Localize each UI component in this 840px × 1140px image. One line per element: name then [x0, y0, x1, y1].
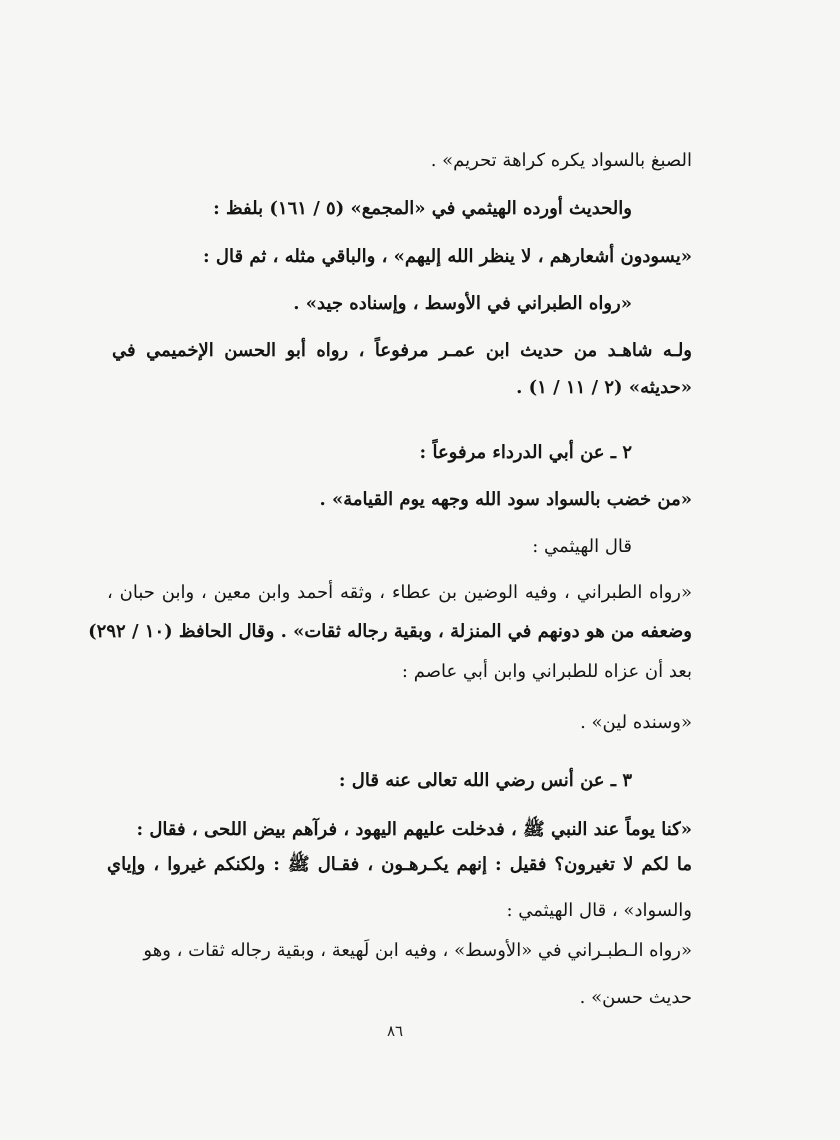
text-line-12: بعد أن عزاه للطبراني وابن أبي عاصم : — [401, 661, 692, 682]
text-line-17: والسواد» ، قال الهيثمي : — [506, 900, 692, 921]
text-line-2: والحديث أورده الهيثمي في «المجمع» (٥ / ١٦١) بلفظ : — [213, 198, 632, 219]
page-number: ٨٦ — [386, 1022, 404, 1040]
text-line-6: «حديثه» (٢ / ١١ / ١) . — [516, 377, 692, 398]
section-heading-3: ٣ ـ عن أنس رضي الله تعالى عنه قال : — [338, 770, 632, 791]
text-line-8: «من خضب بالسواد سود الله وجهه يوم القيامة» . — [319, 489, 692, 510]
text-line-10: «رواه الطبراني ، وفيه الوضين بن عطاء ، وثقه أحمد وابن معين ، وابن حبان ، — [107, 582, 692, 603]
text-line-1: الصبغ بالسواد يكره كراهة تحريم» . — [430, 150, 692, 171]
text-line-9: قال الهيثمي : — [532, 536, 632, 557]
text-line-15: «كنا يوماً عند النبي ﷺ ، فدخلت عليهم اليهود ، فرآهم بيض اللحى ، فقال : — [136, 819, 692, 840]
text-line-5: ولـه شاهـد من حديث ابن عمـر مرفوعاً ، رواه أبو الحسن الإخميمي في — [112, 340, 692, 361]
text-line-19: حديث حسن» . — [579, 987, 692, 1008]
text-line-4: «رواه الطبراني في الأوسط ، وإسناده جيد» . — [293, 293, 632, 314]
section-heading-2: ٢ ـ عن أبي الدرداء مرفوعاً : — [419, 442, 632, 463]
text-line-11: وضعفه من هو دونهم في المنزلة ، وبقية رجاله ثقات» . وقال الحافظ (١٠ / ٢٩٢) — [88, 621, 692, 642]
text-line-18: «رواه الـطبـراني في «الأوسط» ، وفيه ابن لَهيعة ، وبقية رجاله ثقات ، وهو — [143, 940, 692, 961]
text-line-3: «يسودون أشعارهم ، لا ينظر الله إليهم» ، والباقي مثله ، ثم قال : — [203, 246, 692, 267]
text-line-13: «وسنده لين» . — [580, 712, 692, 733]
text-line-16: ما لكم لا تغيرون؟ فقيل : إنهم يكـرهـون ، فقـال ﷺ : ولكنكم غيروا ، وإياي — [107, 854, 692, 875]
